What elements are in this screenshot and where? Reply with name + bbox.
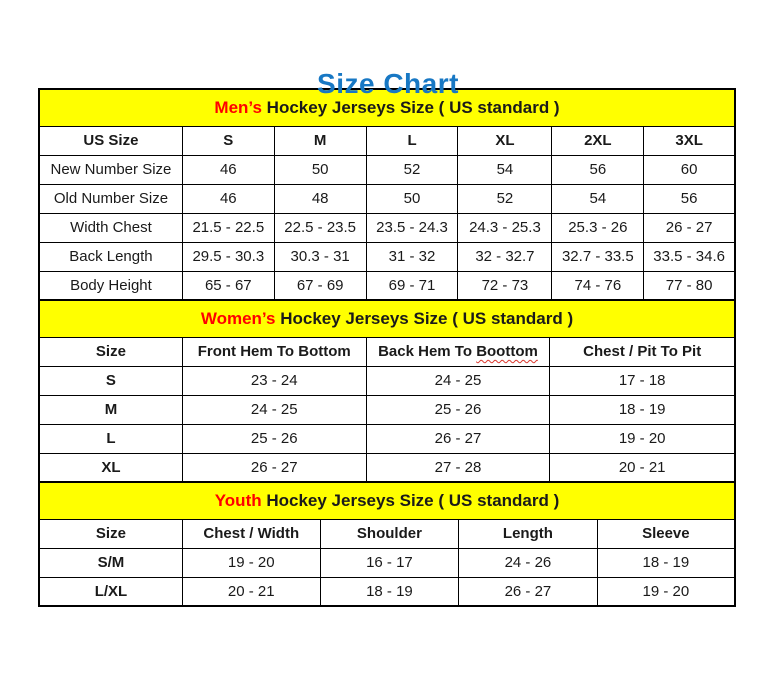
size-value-cell: 56 bbox=[644, 184, 735, 213]
size-value-cell: 46 bbox=[182, 155, 274, 184]
size-value-cell: 22.5 - 23.5 bbox=[274, 213, 366, 242]
womens-header-row bbox=[39, 337, 735, 366]
youth-banner-row bbox=[39, 482, 735, 519]
size-value-cell: 74 - 76 bbox=[552, 271, 644, 300]
size-value-cell: 72 - 73 bbox=[458, 271, 552, 300]
size-value-cell: 18 - 19 bbox=[320, 577, 459, 606]
size-value-cell: 18 - 19 bbox=[597, 548, 735, 577]
size-value-cell: 25.3 - 26 bbox=[552, 213, 644, 242]
misspelled-word: Boottom bbox=[476, 343, 538, 360]
row-label: M bbox=[39, 395, 182, 424]
column-header: Sleeve bbox=[597, 519, 735, 548]
size-value-cell: 32.7 - 33.5 bbox=[552, 242, 644, 271]
column-header: 3XL bbox=[644, 126, 735, 155]
column-header: Chest / Pit To Pit bbox=[550, 337, 735, 366]
table-row bbox=[39, 184, 735, 213]
table-row bbox=[39, 213, 735, 242]
size-value-cell: 77 - 80 bbox=[644, 271, 735, 300]
row-label: Body Height bbox=[39, 271, 182, 300]
size-value-cell: 65 - 67 bbox=[182, 271, 274, 300]
column-header: M bbox=[274, 126, 366, 155]
size-value-cell: 25 - 26 bbox=[366, 395, 550, 424]
column-header: Length bbox=[459, 519, 598, 548]
table-row bbox=[39, 395, 735, 424]
size-value-cell: 52 bbox=[458, 184, 552, 213]
size-value-cell: 27 - 28 bbox=[366, 453, 550, 482]
size-value-cell: 17 - 18 bbox=[550, 366, 735, 395]
womens-banner-row bbox=[39, 300, 735, 337]
size-value-cell: 48 bbox=[274, 184, 366, 213]
size-value-cell: 30.3 - 31 bbox=[274, 242, 366, 271]
size-value-cell: 19 - 20 bbox=[550, 424, 735, 453]
size-value-cell: 60 bbox=[644, 155, 735, 184]
size-value-cell: 24 - 26 bbox=[459, 548, 598, 577]
size-value-cell: 26 - 27 bbox=[459, 577, 598, 606]
row-label: XL bbox=[39, 453, 182, 482]
mens-banner-highlight: Men’s bbox=[214, 97, 262, 117]
size-value-cell: 56 bbox=[552, 155, 644, 184]
size-value-cell: 24.3 - 25.3 bbox=[458, 213, 552, 242]
column-header: Size bbox=[39, 337, 182, 366]
column-header: Front Hem To Bottom bbox=[182, 337, 366, 366]
size-value-cell: 19 - 20 bbox=[182, 548, 320, 577]
row-label: L/XL bbox=[39, 577, 182, 606]
size-value-cell: 33.5 - 34.6 bbox=[644, 242, 735, 271]
row-label: New Number Size bbox=[39, 155, 182, 184]
size-value-cell: 18 - 19 bbox=[550, 395, 735, 424]
table-row bbox=[39, 155, 735, 184]
row-label: Width Chest bbox=[39, 213, 182, 242]
size-value-cell: 26 - 27 bbox=[644, 213, 735, 242]
youth-banner: Youth Hockey Jerseys Size ( US standard ) bbox=[39, 482, 735, 519]
size-value-cell: 69 - 71 bbox=[366, 271, 458, 300]
column-header: S bbox=[182, 126, 274, 155]
mens-header-row bbox=[39, 126, 735, 155]
womens-banner: Women’s Hockey Jerseys Size ( US standard ) bbox=[39, 300, 735, 337]
page-title: Size Chart bbox=[317, 68, 459, 99]
column-header: Size bbox=[39, 519, 182, 548]
column-header: XL bbox=[458, 126, 552, 155]
size-value-cell: 16 - 17 bbox=[320, 548, 459, 577]
row-label: S bbox=[39, 366, 182, 395]
size-value-cell: 26 - 27 bbox=[182, 453, 366, 482]
table-row bbox=[39, 271, 735, 300]
size-value-cell: 67 - 69 bbox=[274, 271, 366, 300]
size-value-cell: 32 - 32.7 bbox=[458, 242, 552, 271]
size-value-cell: 54 bbox=[458, 155, 552, 184]
youth-banner-highlight: Youth bbox=[214, 490, 262, 510]
table-row bbox=[39, 366, 735, 395]
column-header: Chest / Width bbox=[182, 519, 320, 548]
table-row bbox=[39, 548, 735, 577]
size-value-cell: 52 bbox=[366, 155, 458, 184]
column-header: Shoulder bbox=[320, 519, 459, 548]
womens-banner-highlight: Women’s bbox=[200, 308, 276, 328]
size-value-cell: 46 bbox=[182, 184, 274, 213]
row-label: Back Length bbox=[39, 242, 182, 271]
size-value-cell: 19 - 20 bbox=[597, 577, 735, 606]
table-row bbox=[39, 242, 735, 271]
size-value-cell: 24 - 25 bbox=[366, 366, 550, 395]
youth-header-row bbox=[39, 519, 735, 548]
mens-banner: Men’s Hockey Jerseys Size ( US standard ) bbox=[39, 89, 735, 126]
size-chart-tables bbox=[38, 88, 736, 607]
womens-size-table bbox=[38, 299, 736, 483]
table-row bbox=[39, 453, 735, 482]
size-value-cell: 23 - 24 bbox=[182, 366, 366, 395]
row-label: Old Number Size bbox=[39, 184, 182, 213]
column-header: US Size bbox=[39, 126, 182, 155]
size-value-cell: 20 - 21 bbox=[550, 453, 735, 482]
size-value-cell: 21.5 - 22.5 bbox=[182, 213, 274, 242]
row-label: S/M bbox=[39, 548, 182, 577]
youth-size-table bbox=[38, 481, 736, 607]
size-value-cell: 24 - 25 bbox=[182, 395, 366, 424]
size-value-cell: 29.5 - 30.3 bbox=[182, 242, 274, 271]
table-row bbox=[39, 424, 735, 453]
row-label: L bbox=[39, 424, 182, 453]
table-row bbox=[39, 577, 735, 606]
size-value-cell: 25 - 26 bbox=[182, 424, 366, 453]
size-value-cell: 20 - 21 bbox=[182, 577, 320, 606]
size-value-cell: 31 - 32 bbox=[366, 242, 458, 271]
column-header: 2XL bbox=[552, 126, 644, 155]
size-value-cell: 23.5 - 24.3 bbox=[366, 213, 458, 242]
size-value-cell: 50 bbox=[274, 155, 366, 184]
column-header: Back Hem To Boottom bbox=[366, 337, 550, 366]
size-value-cell: 26 - 27 bbox=[366, 424, 550, 453]
column-header: L bbox=[366, 126, 458, 155]
mens-size-table bbox=[38, 88, 736, 301]
size-value-cell: 50 bbox=[366, 184, 458, 213]
size-value-cell: 54 bbox=[552, 184, 644, 213]
